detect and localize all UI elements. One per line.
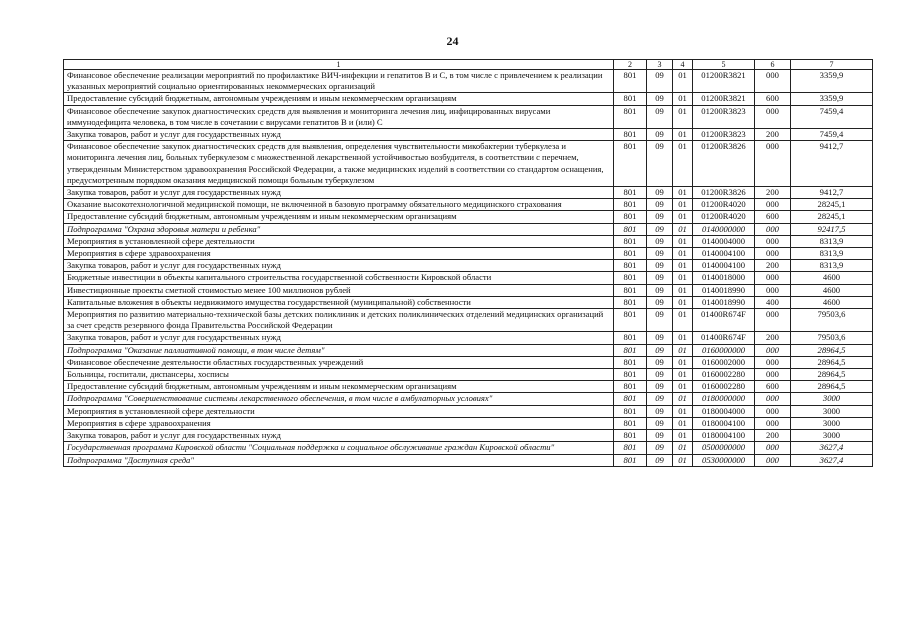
amount-cell: 4600 [791,272,873,284]
row-name-cell: Предоставление субсидий бюджетным, автономным учреждениям и иным некоммерческим организациям [64,381,614,393]
code-section-cell: 09 [647,369,673,381]
table-row [64,248,873,260]
code-expense-type-cell: 000 [755,356,791,368]
code-target-article-cell: 01200R4020 [693,211,755,223]
code-ministry-cell: 801 [614,211,647,223]
code-target-article-cell: 0140004100 [693,248,755,260]
table-row [64,405,873,417]
code-target-article-cell: 0500000000 [693,442,755,454]
code-subsection-cell: 01 [673,296,693,308]
code-ministry-cell: 801 [614,332,647,344]
code-expense-type-cell: 000 [755,284,791,296]
table-row [64,223,873,235]
table-row [64,187,873,199]
column-header: 2 [614,60,647,70]
table-row [64,93,873,105]
table-row [64,430,873,442]
code-subsection-cell: 01 [673,129,693,141]
code-ministry-cell: 801 [614,272,647,284]
code-ministry-cell: 801 [614,296,647,308]
row-name-cell: Государственная программа Кировской области "Социальная поддержка и социальное обслуживание граждан Кировской области" [64,442,614,454]
table-row [64,235,873,247]
code-expense-type-cell: 600 [755,381,791,393]
amount-cell: 3000 [791,417,873,429]
table-row [64,272,873,284]
code-ministry-cell: 801 [614,235,647,247]
row-name-cell: Оказание высокотехнологичной медицинской помощи, не включенной в базовую программу обязательного медицинского страхования [64,199,614,211]
code-subsection-cell: 01 [673,187,693,199]
row-name-cell: Бюджетные инвестиции в объекты капитального строительства государственной собственности Кировской области [64,272,614,284]
row-name-cell: Закупка товаров, работ и услуг для государственных нужд [64,129,614,141]
row-name-cell: Финансовое обеспечение закупок диагностических средств для выявления, определения чувствительности микобактерии туберкулеза и мониторинга лечения лиц, больных туберкулезом с множественной лекарственной устойчивостью возбудителя, в соответствии с перечнем, утвержденным Министерством здравоохранения Российской Федерации, а также медицинских изделий в соответствии со стандартом оснащения, предусмотренным порядком оказания медицинской помощи больным туберкулезом [64,141,614,187]
row-name-cell: Предоставление субсидий бюджетным, автономным учреждениям и иным некоммерческим организациям [64,93,614,105]
column-header: 3 [647,60,673,70]
amount-cell: 8313,9 [791,260,873,272]
code-section-cell: 09 [647,93,673,105]
code-expense-type-cell: 200 [755,187,791,199]
row-name-cell: Подпрограмма "Оказание паллиативной помощи, в том числе детям" [64,344,614,356]
table-body [64,70,873,467]
amount-cell: 3359,9 [791,70,873,93]
code-ministry-cell: 801 [614,223,647,235]
table-row [64,381,873,393]
code-section-cell: 09 [647,417,673,429]
column-header: 1 [64,60,614,70]
row-name-cell: Мероприятия по развитию материально-технической базы детских поликлиник и детских поликлинических отделений медицинских организаций за счет средств резервного фонда Правительства Российской Федерации [64,309,614,332]
row-name-cell: Финансовое обеспечение деятельности областных государственных учреждений [64,356,614,368]
code-subsection-cell: 01 [673,332,693,344]
code-section-cell: 09 [647,405,673,417]
code-section-cell: 09 [647,223,673,235]
code-section-cell: 09 [647,129,673,141]
code-ministry-cell: 801 [614,105,647,128]
code-subsection-cell: 01 [673,223,693,235]
code-expense-type-cell: 200 [755,129,791,141]
code-subsection-cell: 01 [673,141,693,187]
amount-cell: 8313,9 [791,248,873,260]
code-subsection-cell: 01 [673,248,693,260]
code-subsection-cell: 01 [673,417,693,429]
code-target-article-cell: 0140018000 [693,272,755,284]
code-expense-type-cell: 200 [755,332,791,344]
code-ministry-cell: 801 [614,356,647,368]
code-target-article-cell: 0180000000 [693,393,755,405]
code-ministry-cell: 801 [614,381,647,393]
code-section-cell: 09 [647,381,673,393]
table-row [64,296,873,308]
code-expense-type-cell: 000 [755,344,791,356]
column-number-row [64,60,873,70]
table-row [64,356,873,368]
table-row [64,199,873,211]
code-subsection-cell: 01 [673,260,693,272]
code-section-cell: 09 [647,430,673,442]
code-expense-type-cell: 200 [755,430,791,442]
code-target-article-cell: 0140018990 [693,284,755,296]
code-expense-type-cell: 000 [755,309,791,332]
code-expense-type-cell: 000 [755,393,791,405]
code-expense-type-cell: 000 [755,199,791,211]
table-row [64,105,873,128]
code-target-article-cell: 0160002280 [693,381,755,393]
row-name-cell: Подпрограмма "Совершенствование системы лекарственного обеспечения, в том числе в амбулаторных условиях" [64,393,614,405]
code-section-cell: 09 [647,211,673,223]
code-section-cell: 09 [647,356,673,368]
row-name-cell: Мероприятия в сфере здравоохранения [64,248,614,260]
code-target-article-cell: 0180004100 [693,417,755,429]
amount-cell: 3000 [791,393,873,405]
table-row [64,211,873,223]
code-expense-type-cell: 400 [755,296,791,308]
code-section-cell: 09 [647,393,673,405]
code-target-article-cell: 01200R3826 [693,187,755,199]
code-subsection-cell: 01 [673,430,693,442]
row-name-cell: Закупка товаров, работ и услуг для государственных нужд [64,332,614,344]
code-section-cell: 09 [647,332,673,344]
code-subsection-cell: 01 [673,70,693,93]
code-ministry-cell: 801 [614,187,647,199]
row-name-cell: Подпрограмма "Охрана здоровья матери и ребенка" [64,223,614,235]
code-subsection-cell: 01 [673,93,693,105]
code-section-cell: 09 [647,70,673,93]
table-row [64,393,873,405]
code-subsection-cell: 01 [673,344,693,356]
code-expense-type-cell: 000 [755,223,791,235]
row-name-cell: Мероприятия в установленной сфере деятельности [64,405,614,417]
code-subsection-cell: 01 [673,405,693,417]
code-ministry-cell: 801 [614,344,647,356]
table-row [64,417,873,429]
code-expense-type-cell: 600 [755,211,791,223]
code-expense-type-cell: 000 [755,405,791,417]
code-subsection-cell: 01 [673,442,693,454]
code-target-article-cell: 0530000000 [693,454,755,466]
code-ministry-cell: 801 [614,260,647,272]
amount-cell: 79503,6 [791,332,873,344]
column-header: 4 [673,60,693,70]
code-target-article-cell: 0160002000 [693,356,755,368]
code-ministry-cell: 801 [614,430,647,442]
table-row [64,442,873,454]
amount-cell: 92417,5 [791,223,873,235]
code-expense-type-cell: 000 [755,248,791,260]
amount-cell: 28964,5 [791,369,873,381]
row-name-cell: Закупка товаров, работ и услуг для государственных нужд [64,430,614,442]
code-target-article-cell: 01200R3821 [693,70,755,93]
amount-cell: 3000 [791,405,873,417]
code-expense-type-cell: 000 [755,369,791,381]
code-expense-type-cell: 000 [755,442,791,454]
code-ministry-cell: 801 [614,199,647,211]
code-subsection-cell: 01 [673,105,693,128]
row-name-cell: Капитальные вложения в объекты недвижимого имущества государственной (муниципальной) собственности [64,296,614,308]
row-name-cell: Мероприятия в сфере здравоохранения [64,417,614,429]
code-target-article-cell: 0140000000 [693,223,755,235]
row-name-cell: Предоставление субсидий бюджетным, автономным учреждениям и иным некоммерческим организациям [64,211,614,223]
code-subsection-cell: 01 [673,356,693,368]
code-expense-type-cell: 000 [755,70,791,93]
table-row [64,454,873,466]
budget-table [63,59,873,467]
code-subsection-cell: 01 [673,272,693,284]
code-subsection-cell: 01 [673,235,693,247]
row-name-cell: Финансовое обеспечение закупок диагностических средств для выявления и мониторинга лечения лиц, инфицированных вирусами иммунодефицита человека, в том числе в сочетании с вирусами гепатитов В и (или) С [64,105,614,128]
row-name-cell: Закупка товаров, работ и услуг для государственных нужд [64,187,614,199]
code-ministry-cell: 801 [614,70,647,93]
amount-cell: 9412,7 [791,187,873,199]
code-target-article-cell: 01200R3826 [693,141,755,187]
code-expense-type-cell: 000 [755,417,791,429]
code-section-cell: 09 [647,296,673,308]
amount-cell: 4600 [791,296,873,308]
code-expense-type-cell: 000 [755,272,791,284]
code-target-article-cell: 01200R3821 [693,93,755,105]
table-row [64,369,873,381]
code-ministry-cell: 801 [614,369,647,381]
code-target-article-cell: 0140018990 [693,296,755,308]
table-row [64,309,873,332]
code-target-article-cell: 0180004000 [693,405,755,417]
code-section-cell: 09 [647,235,673,247]
amount-cell: 9412,7 [791,141,873,187]
amount-cell: 28964,5 [791,381,873,393]
code-section-cell: 09 [647,248,673,260]
code-target-article-cell: 0140004000 [693,235,755,247]
amount-cell: 7459,4 [791,105,873,128]
amount-cell: 7459,4 [791,129,873,141]
code-ministry-cell: 801 [614,248,647,260]
code-section-cell: 09 [647,141,673,187]
amount-cell: 28245,1 [791,211,873,223]
table-row [64,344,873,356]
code-ministry-cell: 801 [614,417,647,429]
page-number: 24 [446,34,459,48]
code-section-cell: 09 [647,454,673,466]
code-target-article-cell: 01400R674F [693,332,755,344]
code-target-article-cell: 0140004100 [693,260,755,272]
table-row [64,70,873,93]
code-section-cell: 09 [647,309,673,332]
code-section-cell: 09 [647,187,673,199]
code-expense-type-cell: 600 [755,93,791,105]
row-name-cell: Больницы, госпитали, диспансеры, хосписы [64,369,614,381]
code-ministry-cell: 801 [614,93,647,105]
row-name-cell: Инвестиционные проекты сметной стоимостью менее 100 миллионов рублей [64,284,614,296]
code-expense-type-cell: 000 [755,235,791,247]
code-subsection-cell: 01 [673,454,693,466]
code-section-cell: 09 [647,199,673,211]
code-ministry-cell: 801 [614,442,647,454]
code-section-cell: 09 [647,344,673,356]
code-subsection-cell: 01 [673,393,693,405]
code-subsection-cell: 01 [673,369,693,381]
code-target-article-cell: 01400R674F [693,309,755,332]
code-subsection-cell: 01 [673,381,693,393]
code-target-article-cell: 01200R4020 [693,199,755,211]
row-name-cell: Финансовое обеспечение реализации мероприятий по профилактике ВИЧ-инфекции и гепатитов В и С, в том числе с привлечением к реализации указанных мероприятий социально ориентированных некоммерческих организаций [64,70,614,93]
row-name-cell: Закупка товаров, работ и услуг для государственных нужд [64,260,614,272]
table-row [64,332,873,344]
code-ministry-cell: 801 [614,309,647,332]
amount-cell: 79503,6 [791,309,873,332]
code-ministry-cell: 801 [614,405,647,417]
column-header: 7 [791,60,873,70]
amount-cell: 3627,4 [791,454,873,466]
code-ministry-cell: 801 [614,393,647,405]
code-section-cell: 09 [647,272,673,284]
code-target-article-cell: 0180004100 [693,430,755,442]
code-subsection-cell: 01 [673,284,693,296]
code-expense-type-cell: 000 [755,454,791,466]
code-ministry-cell: 801 [614,454,647,466]
column-header: 5 [693,60,755,70]
row-name-cell: Подпрограмма "Доступная среда" [64,454,614,466]
code-ministry-cell: 801 [614,129,647,141]
column-header: 6 [755,60,791,70]
amount-cell: 3359,9 [791,93,873,105]
code-target-article-cell: 01200R3823 [693,105,755,128]
code-subsection-cell: 01 [673,199,693,211]
amount-cell: 8313,9 [791,235,873,247]
code-section-cell: 09 [647,284,673,296]
row-name-cell: Мероприятия в установленной сфере деятельности [64,235,614,247]
code-target-article-cell: 0160000000 [693,344,755,356]
amount-cell: 28964,5 [791,356,873,368]
code-section-cell: 09 [647,442,673,454]
amount-cell: 3627,4 [791,442,873,454]
code-expense-type-cell: 000 [755,105,791,128]
code-ministry-cell: 801 [614,141,647,187]
code-expense-type-cell: 200 [755,260,791,272]
table-row [64,260,873,272]
code-subsection-cell: 01 [673,211,693,223]
table-row [64,129,873,141]
table-row [64,141,873,187]
code-section-cell: 09 [647,260,673,272]
code-ministry-cell: 801 [614,284,647,296]
code-expense-type-cell: 000 [755,141,791,187]
code-section-cell: 09 [647,105,673,128]
amount-cell: 4600 [791,284,873,296]
amount-cell: 28245,1 [791,199,873,211]
code-target-article-cell: 0160002280 [693,369,755,381]
code-subsection-cell: 01 [673,309,693,332]
code-target-article-cell: 01200R3823 [693,129,755,141]
amount-cell: 28964,5 [791,344,873,356]
table-row [64,284,873,296]
amount-cell: 3000 [791,430,873,442]
